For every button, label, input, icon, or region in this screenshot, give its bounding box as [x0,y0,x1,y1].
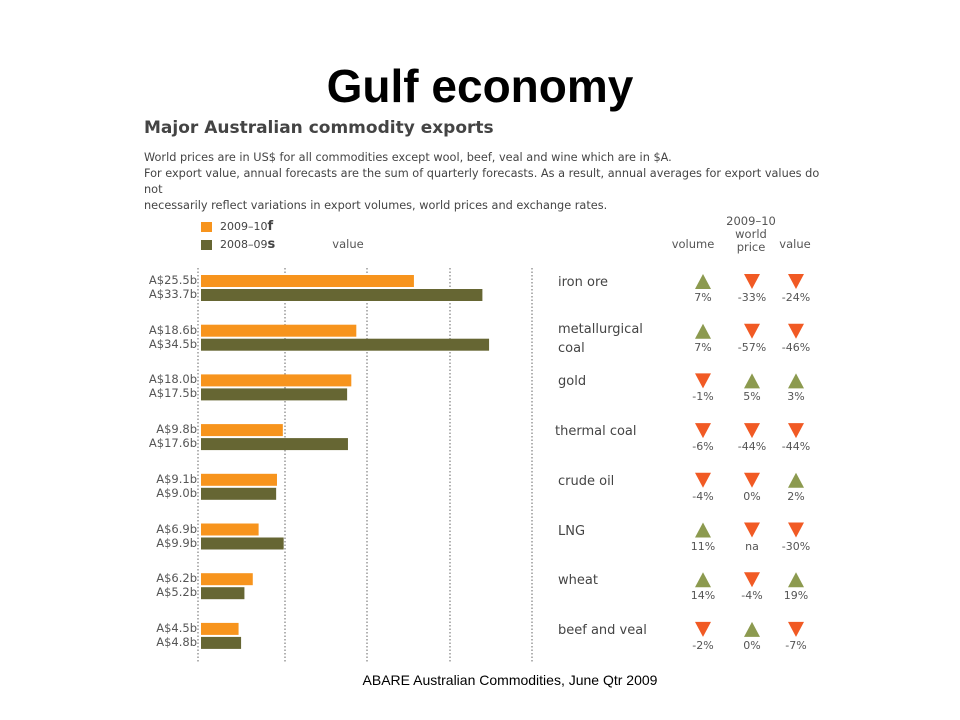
down-arrow-icon [744,274,760,289]
change-percent: 7% [694,291,712,304]
up-arrow-icon [695,324,711,339]
down-arrow-icon [744,423,760,438]
value-chart-header: value [332,237,364,251]
up-arrow-icon [695,572,711,587]
down-arrow-icon [788,423,804,438]
category-label-line: thermal coal [555,424,637,440]
bar-2009-10 [201,524,259,536]
change-percent: -44% [781,440,811,454]
change-percent: 3% [787,390,805,404]
down-arrow-icon [744,572,760,587]
bar-value-label: A$9.0b [156,485,197,500]
change-percent: 5% [743,390,761,404]
down-arrow-icon [744,473,760,488]
down-arrow-icon [788,523,804,538]
world-price-header-line: 2009–10 [726,214,776,228]
bar-value-label: A$17.6b [148,436,197,451]
bar-value-label: A$18.6b [148,322,197,337]
world-price-header-line: world [735,227,767,241]
down-arrow-icon [788,274,804,289]
down-arrow-icon [744,523,760,538]
up-arrow-icon [744,622,760,637]
change-percent: 0% [743,638,761,652]
bar-value-label: A$33.7b [148,287,197,301]
bar-2008-09 [201,339,489,351]
description-line: necessarily reflect variations in export volumes, world prices and exchange rates. [144,199,608,212]
category-label-line: coal [558,341,585,356]
change-percent: -4% [741,589,763,603]
change-percent: -33% [737,291,767,304]
down-arrow-icon [744,324,760,339]
change-percent: -24% [781,291,811,304]
description-line: For export value, annual forecasts are the sum of quarterly forecasts. As a result, annual averages for export values do not [144,167,820,196]
down-arrow-icon [695,622,711,637]
volume-header: volume [671,237,715,251]
description-line: World prices are in US$ for all commodities except wool, beef, veal and wine which are in $A. [144,151,672,164]
bar-2009-10 [201,474,277,486]
category-label-line: wheat [558,573,598,589]
change-percent: -30% [781,539,811,553]
bar-2008-09 [201,388,347,400]
bar-value-label: A$6.9b [156,521,197,536]
category-label-line: beef and veal [558,622,647,638]
change-percent: 7% [694,340,712,354]
legend-suffix: f [267,219,274,234]
down-arrow-icon [788,324,804,339]
category-label-line: iron ore [558,275,609,290]
change-percent: -4% [692,489,714,503]
bar-value-label: A$34.5b [148,336,197,351]
up-arrow-icon [695,274,711,289]
change-percent: -6% [692,440,714,454]
up-arrow-icon [788,572,804,587]
down-arrow-icon [695,473,711,488]
up-arrow-icon [695,523,711,538]
bar-value-label: A$5.2b [156,585,197,600]
change-percent: -2% [692,638,714,652]
change-percent: 11% [690,539,716,553]
bar-2009-10 [201,623,239,635]
bar-2009-10 [201,573,253,585]
change-percent: -46% [781,340,811,354]
source-caption: ABARE Australian Commodities, June Qtr 2009 [362,672,658,688]
category-label-line: crude oil [558,473,615,489]
down-arrow-icon [788,622,804,637]
bar-2008-09 [201,289,482,301]
down-arrow-icon [695,373,711,388]
bar-value-label: A$25.5b [148,273,197,287]
world-price-header-line: price [736,240,766,254]
bar-2009-10 [201,424,283,436]
change-percent: 0% [743,489,761,503]
change-percent: 2% [787,489,805,503]
slide-title: Gulf economy [326,60,634,112]
figure-title: Major Australian commodity exports [144,118,494,138]
up-arrow-icon [788,373,804,388]
down-arrow-icon [695,423,711,438]
bar-value-label: A$9.8b [156,422,197,437]
bar-value-label: A$6.2b [156,571,197,586]
bar-2008-09 [201,587,244,599]
bar-2009-10 [201,325,356,337]
bar-2008-09 [201,538,284,550]
bar-2008-09 [201,637,241,649]
category-label-line: LNG [558,523,586,539]
category-label-line: metallurgical [558,322,643,337]
bar-2009-10 [201,275,414,287]
legend-suffix: s [267,237,276,252]
bar-value-label: A$17.5b [148,386,197,401]
bar-2008-09 [201,438,348,450]
up-arrow-icon [744,373,760,388]
bar-2008-09 [201,488,276,500]
value-change-header: value [779,237,811,251]
bar-value-label: A$9.9b [156,535,197,550]
bar-value-label: A$9.1b [156,471,197,486]
bar-value-label: A$4.8b [156,634,197,649]
bar-value-label: A$4.5b [156,620,197,635]
change-percent: 14% [690,589,716,603]
change-percent: -7% [785,638,807,652]
up-arrow-icon [788,473,804,488]
change-percent: -1% [692,390,714,404]
legend-label: 2008–09 [220,238,268,251]
change-percent: -57% [737,340,767,354]
change-percent: -44% [737,440,767,454]
category-label-line: gold [558,374,587,390]
bar-2009-10 [201,374,351,386]
bar-value-label: A$18.0b [148,372,197,387]
change-percent: na [745,539,759,553]
legend-label: 2009–10 [220,220,268,233]
change-percent: 19% [783,589,809,603]
